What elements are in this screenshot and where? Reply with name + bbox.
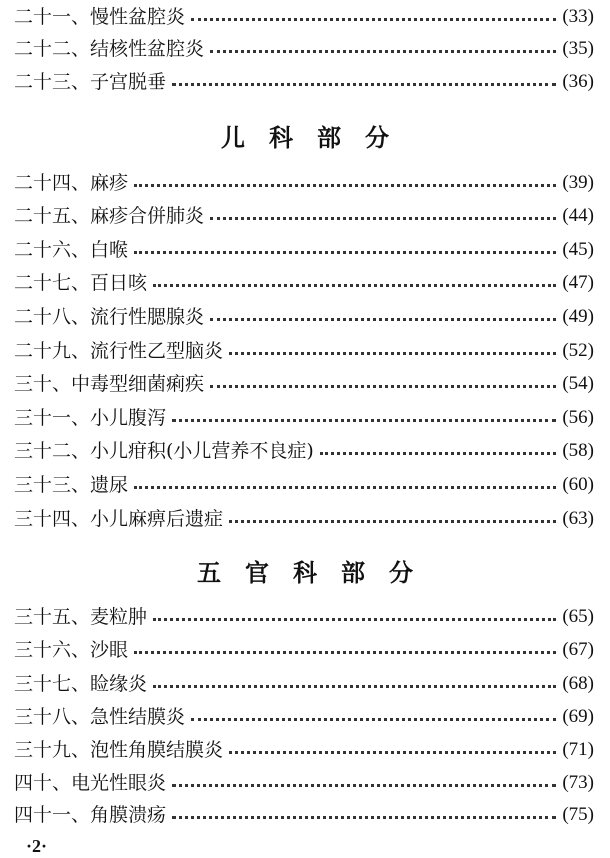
entry-page: (73) [562, 772, 594, 793]
entry-page: (45) [562, 239, 594, 260]
entry-page: (71) [562, 739, 594, 760]
toc-entry [14, 67, 594, 97]
section-heading-pediatrics: 儿科部分 [221, 124, 413, 152]
toc-entry [14, 302, 594, 332]
entry-title: 三十八、急性结膜炎 [14, 706, 186, 728]
dot-leader [134, 251, 556, 254]
dot-leader [134, 486, 556, 489]
toc-entry [14, 235, 594, 265]
entry-title: 二十四、麻疹 [14, 172, 129, 194]
toc-entry [14, 504, 594, 534]
entry-page: (69) [562, 706, 594, 727]
entry-page: (35) [562, 38, 594, 59]
toc-entry [14, 768, 594, 798]
entry-title: 二十三、子宫脱垂 [14, 71, 167, 93]
dot-leader [134, 184, 556, 187]
entry-page: (36) [562, 71, 594, 92]
dot-leader [210, 318, 556, 321]
entry-page: (56) [562, 407, 594, 428]
toc-entry [14, 800, 594, 830]
entry-title: 二十五、麻疹合併肺炎 [14, 205, 205, 227]
entry-page: (54) [562, 373, 594, 394]
dot-leader [134, 651, 556, 654]
dot-leader [172, 816, 556, 819]
entry-title: 四十、电光性眼炎 [14, 772, 167, 794]
dot-leader [229, 520, 556, 523]
toc-entry [14, 336, 594, 366]
dot-leader [191, 18, 556, 21]
entry-title: 三十、中毒型细菌痢疾 [14, 373, 205, 395]
toc-entry [14, 470, 594, 500]
dot-leader [210, 217, 556, 220]
dot-leader [153, 284, 556, 287]
toc-entry [14, 201, 594, 231]
dot-leader [153, 618, 556, 621]
entry-page: (67) [562, 639, 594, 660]
entry-page: (44) [562, 205, 594, 226]
entry-page: (47) [562, 272, 594, 293]
entry-page: (33) [562, 6, 594, 27]
entry-title: 二十一、慢性盆腔炎 [14, 6, 186, 28]
entry-title: 三十三、遗尿 [14, 474, 129, 496]
entry-title: 三十九、泡性角膜结膜炎 [14, 739, 224, 761]
entry-page: (39) [562, 172, 594, 193]
dot-leader [191, 718, 556, 721]
toc-entry [14, 268, 594, 298]
dot-leader [210, 50, 556, 53]
dot-leader [172, 83, 556, 86]
dot-leader [320, 452, 557, 455]
toc-entry [14, 635, 594, 665]
dot-leader [229, 751, 556, 754]
entry-page: (63) [562, 508, 594, 529]
page-number-footer: ·2· [26, 836, 48, 856]
entry-title: 二十六、白喉 [14, 239, 129, 261]
entry-title: 三十七、睑缘炎 [14, 673, 148, 695]
entry-title: 三十五、麦粒肿 [14, 606, 148, 628]
entry-title: 四十一、角膜溃疡 [14, 804, 167, 826]
entry-title: 二十七、百日咳 [14, 272, 148, 294]
entry-page: (75) [562, 804, 594, 825]
entry-title: 三十四、小儿麻痹后遗症 [14, 508, 224, 530]
dot-leader [229, 352, 556, 355]
dot-leader [210, 385, 556, 388]
section-heading-ent: 五官科部分 [197, 559, 437, 587]
entry-title: 三十二、小儿疳积(小儿营养不良症) [14, 440, 314, 462]
entry-page: (52) [562, 340, 594, 361]
entry-title: 三十六、沙眼 [14, 639, 129, 661]
toc-entry [14, 669, 594, 699]
entry-page: (60) [562, 474, 594, 495]
dot-leader [172, 419, 556, 422]
toc-entry [14, 369, 594, 399]
entry-page: (68) [562, 673, 594, 694]
entry-page: (58) [562, 440, 594, 461]
entry-page: (49) [562, 306, 594, 327]
toc-entry [14, 2, 594, 32]
dot-leader [153, 685, 556, 688]
entry-page: (65) [562, 606, 594, 627]
toc-entry [14, 403, 594, 433]
toc-entry [14, 702, 594, 732]
toc-entry [14, 168, 594, 198]
toc-entry [14, 436, 594, 466]
dot-leader [172, 784, 556, 787]
toc-entry [14, 602, 594, 632]
entry-title: 二十二、结核性盆腔炎 [14, 38, 205, 60]
toc-entry [14, 735, 594, 765]
toc-entry [14, 34, 594, 64]
entry-title: 二十九、流行性乙型脑炎 [14, 340, 224, 362]
entry-title: 二十八、流行性腮腺炎 [14, 306, 205, 328]
entry-title: 三十一、小儿腹泻 [14, 407, 167, 429]
